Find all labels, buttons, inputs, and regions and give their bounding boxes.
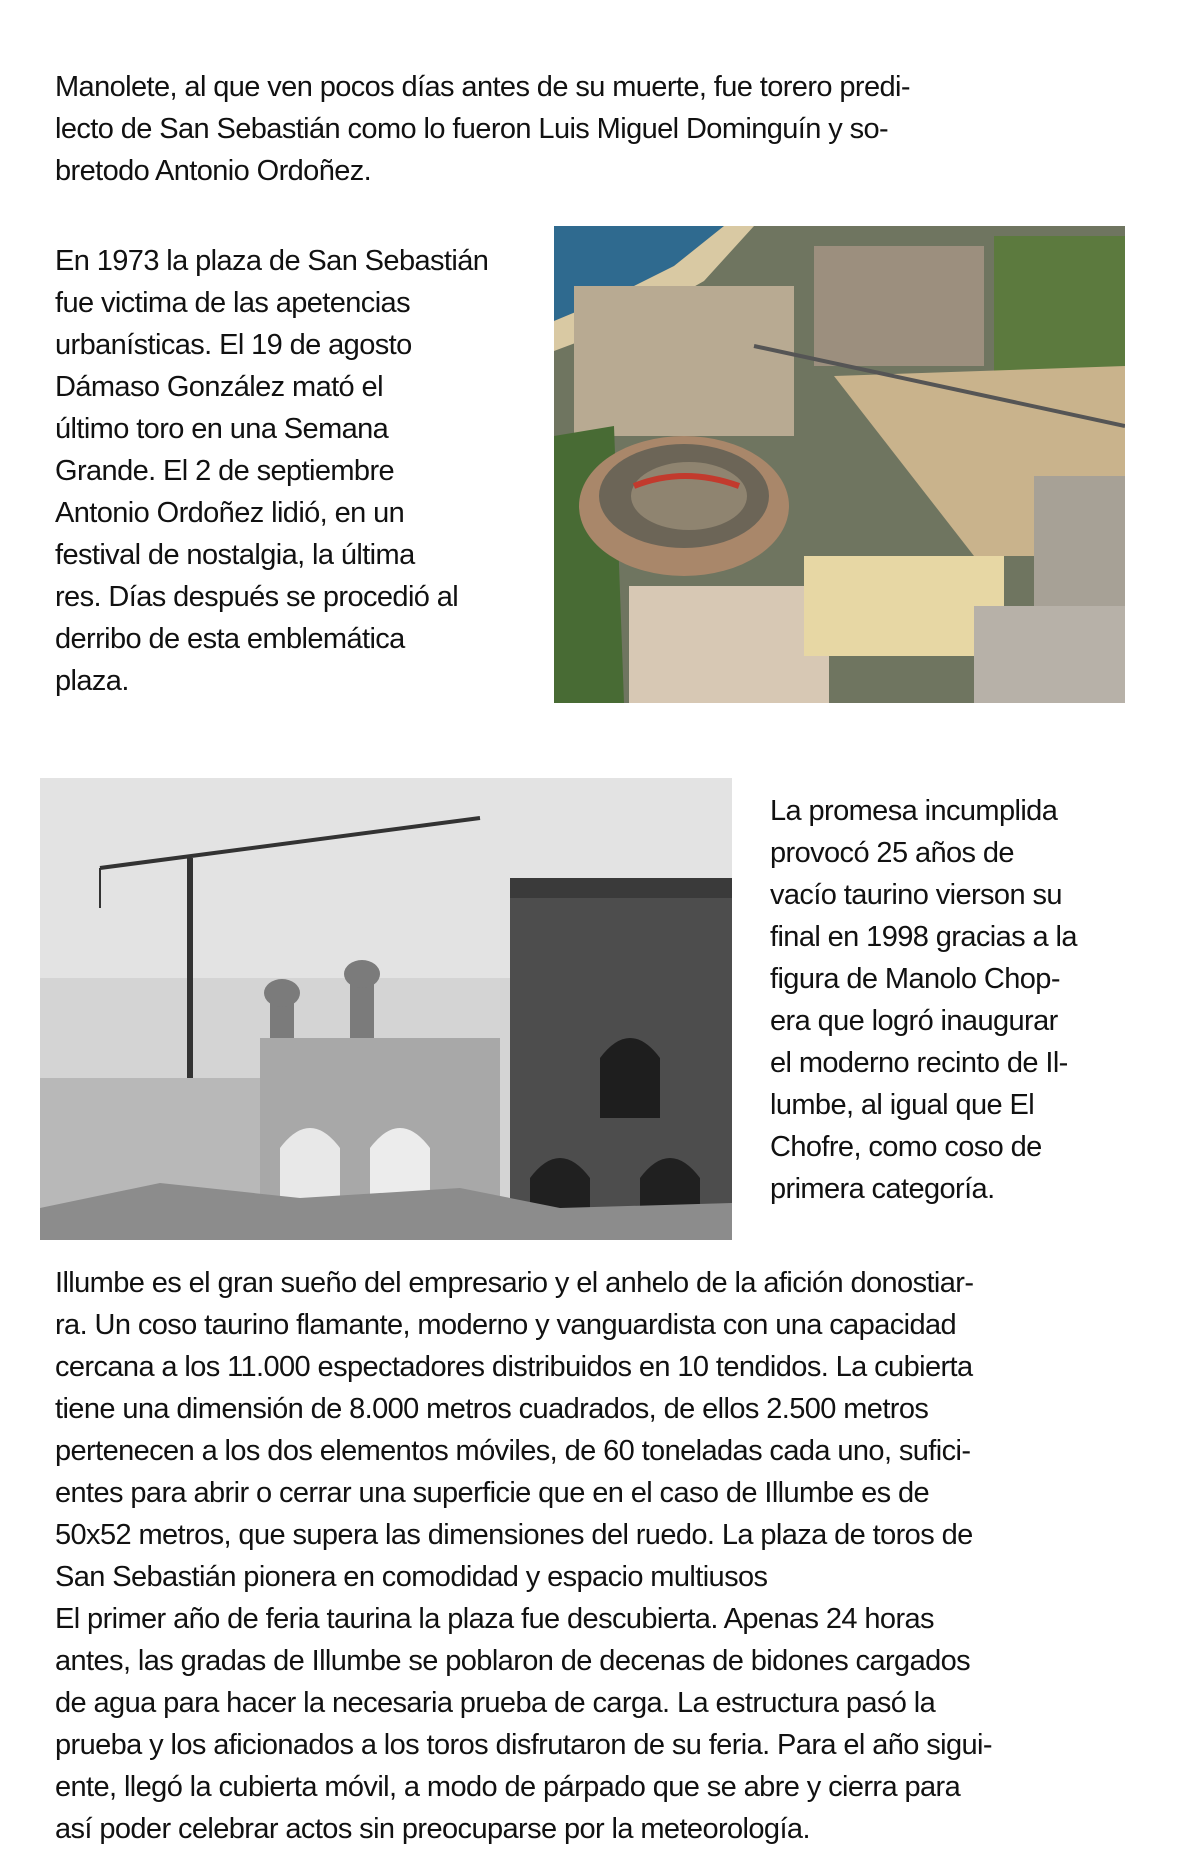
intro-paragraph bbox=[55, 66, 1135, 192]
demolition-photo bbox=[40, 778, 732, 1240]
illumbe-description-paragraph bbox=[55, 1262, 1135, 1850]
demolition-history-text: En 1973 la plaza de San Sebastián fue victima de las apetencias urbanísticas. El 19 de agosto Dámaso González mató el último toro en una Semana Grande. El 2 de septiembre Antonio Ordoñez lidió, en un festival de nostalgia, la última res. Días después se procedió al derribo de esta emblemática plaza. bbox=[55, 245, 489, 697]
demolition-history-paragraph bbox=[55, 240, 545, 702]
illumbe-promise-text: La promesa incumplida provocó 25 años de vacío taurino vierson su final en 1998 gracias a la figura de Manolo Chop- era que logró inaugurar el moderno recinto de Il- lumbe, al igual que El Chofre, como coso de primera categoría. bbox=[770, 795, 1077, 1205]
aerial-bullring-photo bbox=[554, 226, 1125, 703]
intro-paragraph-text: Manolete, al que ven pocos días antes de su muerte, fue torero predi- lecto de San Sebastián como lo fueron Luis Miguel Dominguín y so- bretodo Antonio Ordoñez. bbox=[55, 71, 910, 187]
illumbe-description-text: Illumbe es el gran sueño del empresario y el anhelo de la afición donostiar- ra. Un coso taurino flamante, moderno y vanguardista con una capacidad cercana a los 11.000 espectadores distribuidos en 10 tendidos. La cubierta tiene una dimensión de 8.000 metros cuadrados, de ellos 2.500 metros pertenecen a los dos elementos móviles, de 60 toneladas cada uno, sufici- entes para abrir o cerrar una superficie que en el caso de Illumbe es de 50x52 metros, que supera las dimensiones del ruedo. La plaza de toros de San Sebastián pionera en comodidad y espacio multiusos El primer año de feria taurina la plaza fue descubierta. Apenas 24 horas antes, las gradas de Illumbe se poblaron de decenas de bidones cargados de agua para hacer la necesaria prueba de carga. La estructura pasó la prueba y los aficionados a los toros disfrutaron de su feria. Para el año sigui- ente, llegó la cubierta móvil, a modo de párpado que se abre y cierra para así poder celebrar actos sin preocuparse por la meteorología. bbox=[55, 1267, 992, 1845]
illumbe-promise-paragraph bbox=[770, 790, 1150, 1210]
